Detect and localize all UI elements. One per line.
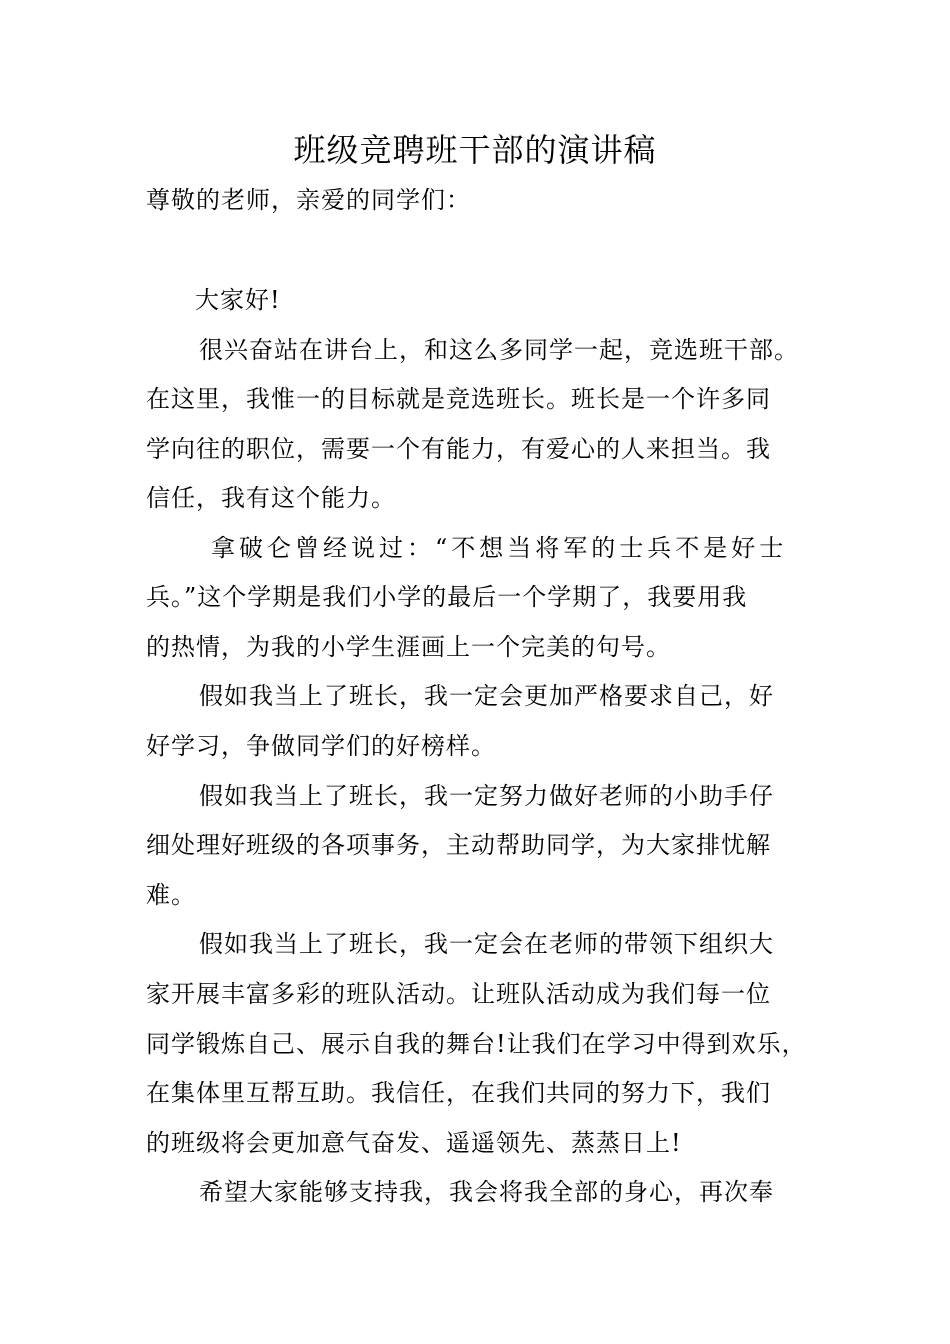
paragraph-1-line-4: 信任，我有这个能力。 [146,484,396,512]
paragraph-6-line-1: 希望大家能够支持我，我会将我全部的身心，再次奉 [199,1178,774,1206]
greeting: 大家好! [195,286,281,314]
paragraph-2-line-1: 拿破仑曾经说过：“不想当将军的士兵不是好士 [211,534,788,562]
paragraph-5-line-2: 家开展丰富多彩的班队活动。让班队活动成为我们每一位 [146,980,771,1008]
document-title: 班级竞聘班干部的演讲稿 [293,131,657,169]
paragraph-1-line-1: 很兴奋站在讲台上，和这么多同学一起，竞选班干部。 [199,336,799,364]
paragraph-3-line-2: 好学习，争做同学们的好榜样。 [146,732,496,760]
salutation: 尊敬的老师，亲爱的同学们： [146,186,471,214]
paragraph-1-line-3: 学向往的职位，需要一个有能力，有爱心的人来担当。我 [146,435,771,463]
paragraph-5-line-4: 在集体里互帮互助。我信任，在我们共同的努力下，我们 [146,1079,771,1107]
paragraph-5-line-3: 同学锻炼自己、展示自我的舞台!让我们在学习中得到欢乐， [146,1030,807,1058]
paragraph-5-line-5: 的班级将会更加意气奋发、遥遥领先、蒸蒸日上! [146,1129,682,1157]
paragraph-4-line-1: 假如我当上了班长，我一定努力做好老师的小助手仔 [199,782,774,810]
paragraph-2-line-3: 的热情，为我的小学生涯画上一个完美的句号。 [146,633,671,661]
paragraph-3-line-1: 假如我当上了班长，我一定会更加严格要求自己，好 [199,682,774,710]
paragraph-2-line-2: 兵。”这个学期是我们小学的最后一个学期了，我要用我 [146,583,748,611]
paragraph-1-line-2: 在这里，我惟一的目标就是竞选班长。班长是一个许多同 [146,385,771,413]
paragraph-4-line-2: 细处理好班级的各项事务，主动帮助同学，为大家排忧解 [146,831,771,859]
paragraph-5-line-1: 假如我当上了班长，我一定会在老师的带领下组织大 [199,930,774,958]
paragraph-4-line-3: 难。 [146,881,196,909]
